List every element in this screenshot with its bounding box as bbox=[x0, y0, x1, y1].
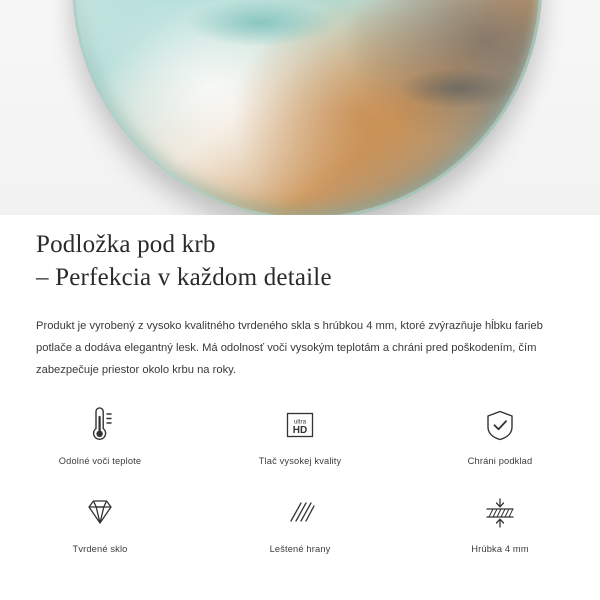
feature-item-heat-resistant bbox=[0, 398, 200, 486]
svg-text:HD: HD bbox=[292, 425, 308, 436]
feature-row-2 bbox=[0, 486, 600, 574]
shield-check-icon bbox=[482, 404, 518, 446]
feature-row-1 bbox=[0, 398, 600, 486]
feature-label: Tvrdené sklo bbox=[72, 544, 128, 554]
feature-item-print-quality bbox=[200, 398, 400, 486]
feature-label: Chráni podklad bbox=[467, 456, 533, 466]
feature-item-protects-surface bbox=[400, 398, 600, 486]
hero-image bbox=[0, 0, 600, 215]
feature-label: Odolné voči teplote bbox=[58, 456, 142, 466]
feature-label: Leštené hrany bbox=[269, 544, 331, 554]
feature-item-polished-edges bbox=[200, 486, 400, 574]
svg-text:ultra: ultra bbox=[293, 418, 307, 426]
headline-line-2: – Perfekcia v každom detaile bbox=[36, 264, 332, 292]
ultra-hd-icon bbox=[280, 404, 320, 446]
polished-edges-icon bbox=[280, 492, 320, 534]
diamond-icon bbox=[80, 492, 120, 534]
text-block bbox=[0, 228, 600, 382]
feature-grid bbox=[0, 398, 600, 574]
feature-label: Tlač vysokej kvality bbox=[258, 456, 342, 466]
headline-line-1: Podložka pod krb bbox=[36, 231, 216, 258]
feature-item-tempered-glass bbox=[0, 486, 200, 574]
product-description: Produkt je vyrobený z vysoko kvalitného tvrdeného skla s hrúbkou 4 mm, ktoré zvýrazňuje hĺbku farieb potlače a dodáva elegantný lesk. Má odolnosť voči vysokým teplotám a chráni pred poškodením, čím zabezpečuje priestor okolo krbu na roky. bbox=[36, 319, 543, 377]
feature-item-thickness bbox=[400, 486, 600, 574]
thickness-arrows-icon bbox=[479, 492, 521, 534]
thermometer-icon bbox=[83, 404, 117, 446]
page-title bbox=[36, 228, 600, 295]
feature-label: Hrúbka 4 mm bbox=[471, 544, 529, 554]
glass-board-image bbox=[72, 0, 542, 215]
